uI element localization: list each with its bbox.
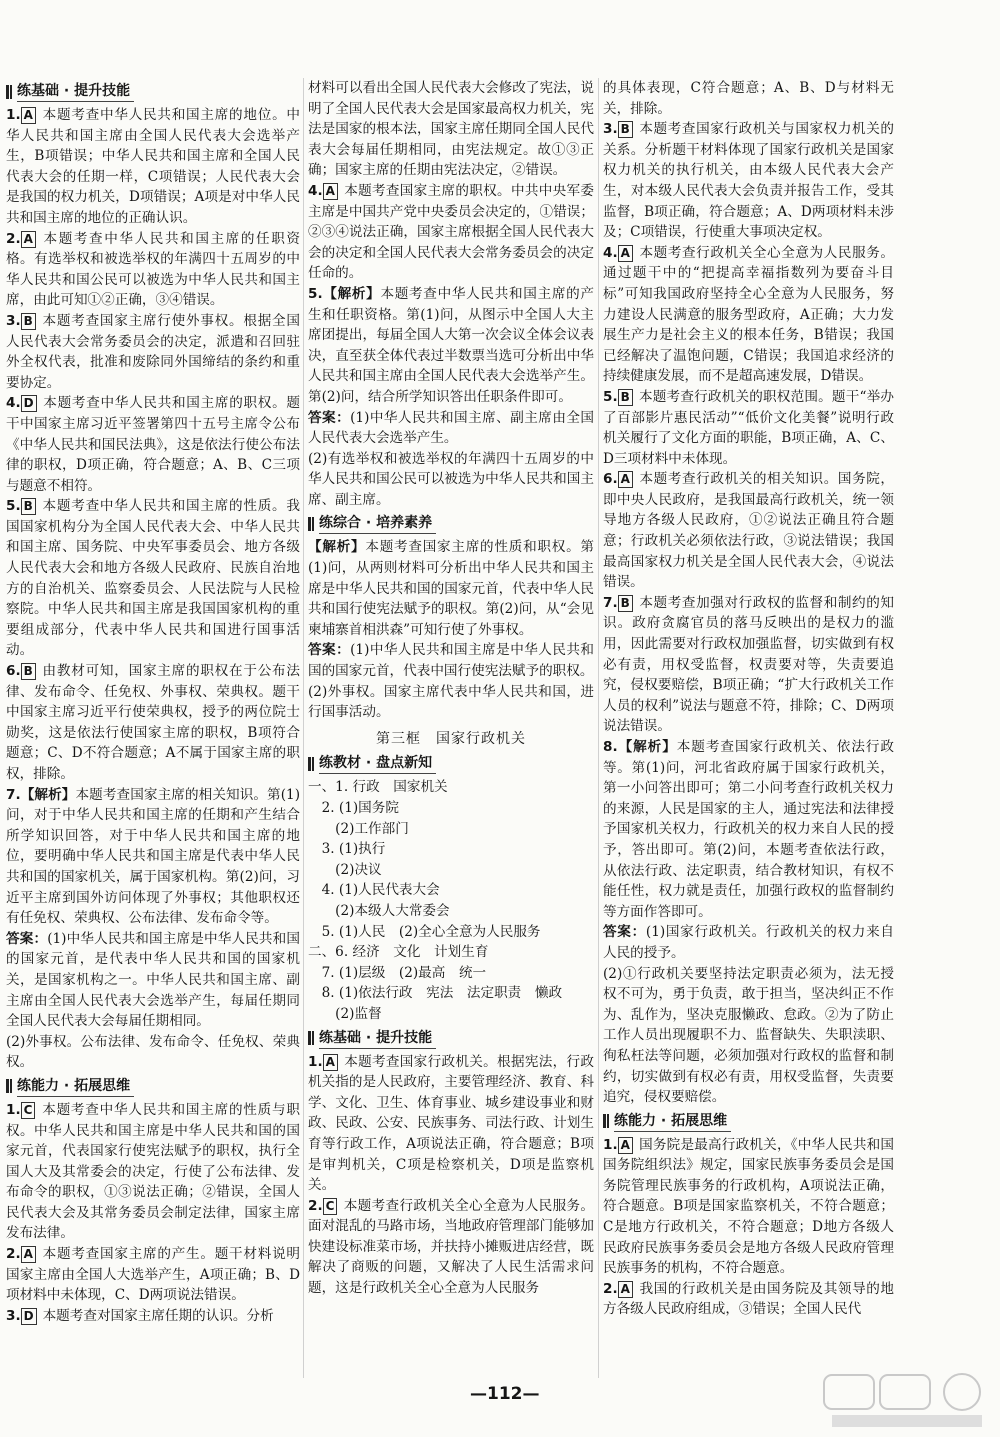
continued-text: 材料可以看出全国人民代表大会修改了宪法，说明了全国人民代表大会是国家最高权力机关，宪法是国家的根本法，国家主席任期同全国人民代表大会每届任期相同，由宪法规定。故①③正确；国家主席的任期由宪法决定，②错误。 <box>308 80 594 179</box>
answer-choice-badge: B <box>21 663 36 680</box>
explanation-text: 本题考查国家行政机关。根据宪法，行政机关指的是人民政府，主要管理经济、教育、科学、文化、卫生、体育事业、城乡建设事业和财政、民政、公安、民族事务、司法行政、计划生育等行政工作，A项说法正确，符合题意；B项是审判机关，C项是检察机关，D项是监察机关。 <box>308 1053 594 1194</box>
question-number: 1. <box>603 1136 618 1153</box>
explanation-text: 本题考查国家主席的产生。题干材料说明国家主席由全国人大选举产生，A项正确；B、D项材料中未体现，C、D两项说法错误。 <box>6 1246 300 1304</box>
explanation-text: 本题考查国家主席行使外事权。根据全国人民代表大会常务委员会的决定，派遣和召回驻外全权代表，批准和废除同外国缔结的条约和重要协定。 <box>6 312 300 391</box>
answer-block: 答案：(1)中华人民共和国主席是中华人民共和国的国家元首，是代表中华人民共和国的国家机关，是国家机构之一。中华人民共和国主席、副主席由全国人民代表大会选举产生，每届任期同全国人民代表大会每届任期相同。 <box>6 930 300 1030</box>
answer-item <box>6 311 300 393</box>
answer-item <box>308 1196 594 1299</box>
answer-item <box>603 593 894 737</box>
question-number: 7. <box>603 594 618 611</box>
answer-list <box>308 181 594 284</box>
explanation-text: 本题考查中华人民共和国主席的性质与职权。中华人民共和国主席是中华人民共和国的国家元首，代表国家行使宪法赋予的职权，执行全国人大及其常委会的决定，行使了公布法律、发布命令的职权，①③说法正确；②错误，全国人民代表大会及其常务委员会制定法律，国家主席发布法律。 <box>6 1101 300 1242</box>
outline-line: 一、1. 行政 国家机关 <box>308 779 448 796</box>
question-number: 6. <box>603 471 618 488</box>
explanation-text: 本题考查加强对行政权的监督和制约的知识。政府贪腐官员的落马反映出的是权力的滥用，因此需要对行政权加强监督，切实做到有权必有责，用权受监督，权责要对等，失责要追究，侵权要赔偿，B项正确；“扩大行政机关工作人员的权利”说法与题意不符，排除；C、D两项说法错误。 <box>603 594 894 735</box>
question-number: 4. <box>308 182 323 199</box>
answer-item <box>308 181 594 284</box>
answer-choice-badge: B <box>21 498 36 515</box>
answer-choice-badge: A <box>323 1054 338 1071</box>
answer-choice-badge: B <box>618 121 633 138</box>
section-heading: 练基础 · 提升技能 <box>308 1028 594 1049</box>
question-number: 1. <box>6 1101 21 1118</box>
section-heading: 练综合 · 培养素养 <box>308 513 594 534</box>
answer-item <box>6 496 300 661</box>
section-heading: 练能力 · 拓展思维 <box>603 1111 894 1132</box>
page-number: —112— <box>470 1384 540 1404</box>
question-number: 1. <box>308 1053 323 1070</box>
outline-line: 二、6. 经济 文化 计划生育 <box>308 944 489 961</box>
answer-choice-badge: A <box>21 231 36 248</box>
answer-list <box>308 1052 594 1299</box>
outline-line: 4. (1)人民代表大会 <box>308 882 440 899</box>
answer-choice-badge: D <box>21 395 37 412</box>
explanation-text: 本题考查对国家主席任期的认识。分析 <box>42 1307 274 1324</box>
answer-choice-badge: B <box>618 595 633 612</box>
answer-item <box>603 1279 894 1320</box>
explanation-text: 本题考查国家主席的职权。中共中央军委主席是中国共产党中央委员会决定的，①错误；②③④说法正确，国家主席根据全国人民代表大会的决定和全国人民代表大会常务委员会的决定任命的。 <box>308 182 594 282</box>
answer-item <box>6 229 300 311</box>
section-heading: 练基础 · 提升技能 <box>6 81 300 102</box>
answer-choice-badge: A <box>618 1281 633 1298</box>
outline-line: (2)监督 <box>308 1005 382 1022</box>
explanation-text: 本题考查中华人民共和国主席的职权。题干中国家主席习近平签署第四十五号主席令公布《中华人民共和国民法典》，这是依法行使公布法律的职权，D项正确，符合题意；A、B、C三项与题意不相符。 <box>6 395 300 494</box>
answer-item <box>6 1244 300 1306</box>
question-number: 5. <box>603 388 618 405</box>
answer-list <box>6 105 300 785</box>
question-number: 1. <box>6 107 21 123</box>
analysis-block: 7.【解析】本题考查国家主席的相关知识。第(1)问，对于中华人民共和国主席的任期和产生结合所学知识回答，对于中华人民共和国主席的地位，要明确中华人民共和国主席是代表中华人民共和国的国家机关，属于国家机构。第(2)问，习近平主席到国外访问体现了外事权；其他职权还有任免权、荣典权、公布法律、发布命令等。 <box>6 786 301 927</box>
answer-item <box>6 661 300 785</box>
explanation-text: 国务院是最高行政机关，《中华人民共和国国务院组织法》规定，国家民族事务委员会是国务院管理民族事务的行政机构，A项说法正确，符合题意。B项是国家监察机关，不符合题意；C是地方行政机关，不符合题意；D地方各级人民政府民族事务委员会是地方各级人民政府管理民族事务的机构，不符合题意。 <box>603 1136 894 1277</box>
answer-item <box>603 119 894 243</box>
answer-block: 答案：(1)中华人民共和国主席、副主席由全国人民代表大会选举产生。 <box>308 409 594 447</box>
analysis-block: 8.【解析】本题考查国家行政机关、依法行政等。第(1)问，河北省政府属于国家行政机关，第一小问答出即可；第二小问考查行政机关权力的来源，人民是国家的主人，通过宪法和法律授予国家机关权力，行政机关的权力来自人民的授予，答出即可。第(2)问，本题考查依法行政，从依法行政、法定职责，结合教材知识，有权不能任性，权力就是责任，加强行政权的监督制约等方面作答即可。 <box>603 739 895 920</box>
outline-line: (2)工作部门 <box>308 820 409 837</box>
answer-list <box>603 1135 894 1320</box>
question-number: 6. <box>6 663 21 680</box>
outline-line: 3. (1)执行 <box>308 841 386 858</box>
explanation-text: 本题考查行政机关的职权范围。题干“举办了百部影片惠民活动”“低价文化美餐”说明行政机关履行了文化方面的职能，B项正确，A、C、D三项材料中未体现。 <box>603 388 894 467</box>
explanation-text: 本题考查中华人民共和国主席的任职资格。有选举权和被选举权的年满四十五周岁的中华人民共和国公民可以被选为中华人民共和国主席，由此可知①②正确，③④错误。 <box>6 230 300 309</box>
explanation-text: 本题考查中华人民共和国主席的地位。中华人民共和国主席由全国人民代表大会选举产生，B项错误；中华人民共和国主席和全国人民代表大会的任期一样，C项错误；人民代表大会是我国的权力机关，D项错误；A项是对中华人民共和国主席的地位的正确认识。 <box>6 107 300 226</box>
answer-choice-badge: C <box>21 1102 36 1119</box>
outline-list <box>308 777 594 1024</box>
question-number: 5. <box>6 498 21 515</box>
question-number: 2. <box>308 1197 323 1214</box>
outline-line: 2. (1)国务院 <box>308 800 399 816</box>
question-number: 3. <box>603 121 618 138</box>
answer-block: 答案：(1)国家行政机关。行政机关的权力来自人民的授予。 <box>603 924 894 961</box>
continued-text: 的具体表现，C符合题意；A、B、D与材料无关，排除。 <box>603 80 894 117</box>
answer-block: 答案：(1)中华人民共和国主席是中华人民共和国的国家元首，代表中国行使宪法赋予的职权。 <box>308 642 594 680</box>
answer-block: (2)①行政机关要坚持法定职责必须为，法无授权不可为，勇于负责，敢于担当，坚决纠正不作为、乱作为，坚决克服懒政、怠政。②为了防止工作人员出现履职不力、监督缺失、失职渎职、徇私枉法等问题，必须加强对行政权的监督和制约，切实做到有权必有责，用权受监督，失责要追究，侵权要赔偿。 <box>603 965 894 1106</box>
question-number: 2. <box>6 1246 21 1263</box>
outline-line: 8. (1)依法行政 宪法 法定职责 懒政 <box>308 985 563 1002</box>
answer-list <box>6 1100 300 1327</box>
answer-choice-badge: D <box>21 1308 37 1325</box>
answer-choice-badge: A <box>618 1137 633 1154</box>
column-1 <box>6 78 300 1326</box>
answer-item <box>6 1100 300 1244</box>
outline-line: (2)决议 <box>308 861 382 878</box>
question-number: 2. <box>6 230 21 247</box>
answer-choice-badge: A <box>21 107 36 124</box>
answer-item <box>603 243 894 387</box>
answer-block: (2)有选举权和被选举权的年满四十五周岁的中华人民共和国公民可以被选为中华人民共和国主席、副主席。 <box>308 450 594 508</box>
chapter-title: 第三框 国家行政机关 <box>376 730 526 747</box>
question-number: 2. <box>603 1280 618 1297</box>
column-3 <box>603 78 894 1320</box>
explanation-text: 本题考查行政机关全心全意为人民服务。通过题干中的“把提高幸福指数列为要奋斗目标”可知我国政府坚持全心全意为人民服务，努力建设人民满意的服务型政府，A正确；大力发展生产力是社会主义的根本任务，B错误；我国已经解决了温饱问题，C错误；我国追求经济的持续健康发展，而不是超高速发展，D错误。 <box>603 244 894 385</box>
answer-choice-badge: B <box>21 313 36 330</box>
column-2 <box>308 78 594 1299</box>
answer-block: (2)外事权。公布法律、发布命令、任免权、荣典权。 <box>6 1033 300 1071</box>
answer-item <box>308 1052 594 1196</box>
answer-item <box>603 469 894 593</box>
outline-line: (2)本级人大常委会 <box>308 902 450 919</box>
section-heading: 练能力 · 拓展思维 <box>6 1076 300 1097</box>
explanation-text: 本题考查行政机关的相关知识。国务院，即中央人民政府，是我国最高行政机关，统一领导地方各级人民政府，①②说法正确且符合题意；行政机关必须依法行政，③说法错误；我国最高国家权力机关是全国人民代表大会，④说法错误。 <box>603 471 894 591</box>
answer-item <box>6 393 300 496</box>
section-heading: 练教材 · 盘点新知 <box>308 753 594 774</box>
answer-item <box>6 105 300 229</box>
watermark-logo <box>822 1371 992 1431</box>
explanation-text: 本题考查国家行政机关与国家权力机关的关系。分析题干材料体现了国家行政机关是国家权力机关的执行机关，由本级人民代表大会产生，对本级人民代表大会负责并报告工作，受其监督，B项正确，符合题意；A、D两项材料未涉及；C项错误，行使重大事项决定权。 <box>603 121 894 241</box>
explanation-text: 本题考查中华人民共和国主席的性质。我国国家机构分为全国人民代表大会、中华人民共和国主席、国务院、中央军事委员会、地方各级人民代表大会和地方各级人民政府、民族自治地方的自治机关、监察委员会、人民法院与人民检察院。中华人民共和国主席是我国国家机构的重要组成部分，代表中华人民共和国进行国事活动。 <box>6 498 300 659</box>
analysis-block: 5.【解析】本题考查中华人民共和国主席的产生和任职资格。第(1)问，从图示中全国人大主席团提出，每届全国人大第一次会议全体会议表决，直至获全体代表过半数票当选可分析出中华人民共和国主席由全国人民代表大会选举产生。第(2)问，结合所学知识答出任职条件即可。 <box>308 285 595 405</box>
answer-choice-badge: A <box>618 471 633 488</box>
answer-item <box>603 387 894 469</box>
outline-line: 7. (1)层级 (2)最高 统一 <box>308 964 487 981</box>
answer-choice-badge: B <box>618 389 633 406</box>
explanation-text: 我国的行政机关是由国务院及其领导的地方各级人民政府组成，③错误；全国人民代 <box>603 1280 894 1318</box>
answer-block: (2)外事权。国家主席代表中华人民共和国，进行国事活动。 <box>308 683 594 721</box>
answer-choice-badge: C <box>323 1198 338 1215</box>
question-number: 4. <box>603 244 618 261</box>
question-number: 4. <box>6 395 21 412</box>
answer-item <box>6 1306 300 1327</box>
answer-list <box>603 119 894 737</box>
explanation-text: 由教材可知，国家主席的职权在于公布法律、发布命令、任免权、外事权、荣典权。题干中国家主席习近平行使荣典权，授予的两位院士勋奖，这是依法行使国家主席的职权，B项符合题意；C、D不符合题意；A不属于国家主席的职权，排除。 <box>6 663 300 782</box>
explanation-text: 本题考查行政机关全心全意为人民服务。面对混乱的马路市场，当地政府管理部门能够加快建设标准菜市场，并扶持小摊贩进店经营，既解决了商贩的问题，又解决了人民生活需求问题，这是行政机关全心全意为人民服务 <box>308 1197 594 1297</box>
answer-choice-badge: A <box>21 1246 36 1263</box>
answer-choice-badge: A <box>323 183 338 200</box>
question-number: 3. <box>6 312 21 329</box>
answer-choice-badge: A <box>618 245 633 262</box>
question-number: 3. <box>6 1307 21 1324</box>
outline-line: 5. (1)人民 (2)全心全意为人民服务 <box>308 923 541 940</box>
answer-item <box>603 1135 894 1279</box>
analysis-block: 【解析】本题考查国家主席的性质和职权。第(1)问，从两则材料可分析出中华人民共和国主席是中华人民共和国的国家元首，代表中华人民共和国行使宪法赋予的职权。第(2)问，从“会见柬埔寨首相洪森”可知行使了外事权。 <box>308 539 595 638</box>
